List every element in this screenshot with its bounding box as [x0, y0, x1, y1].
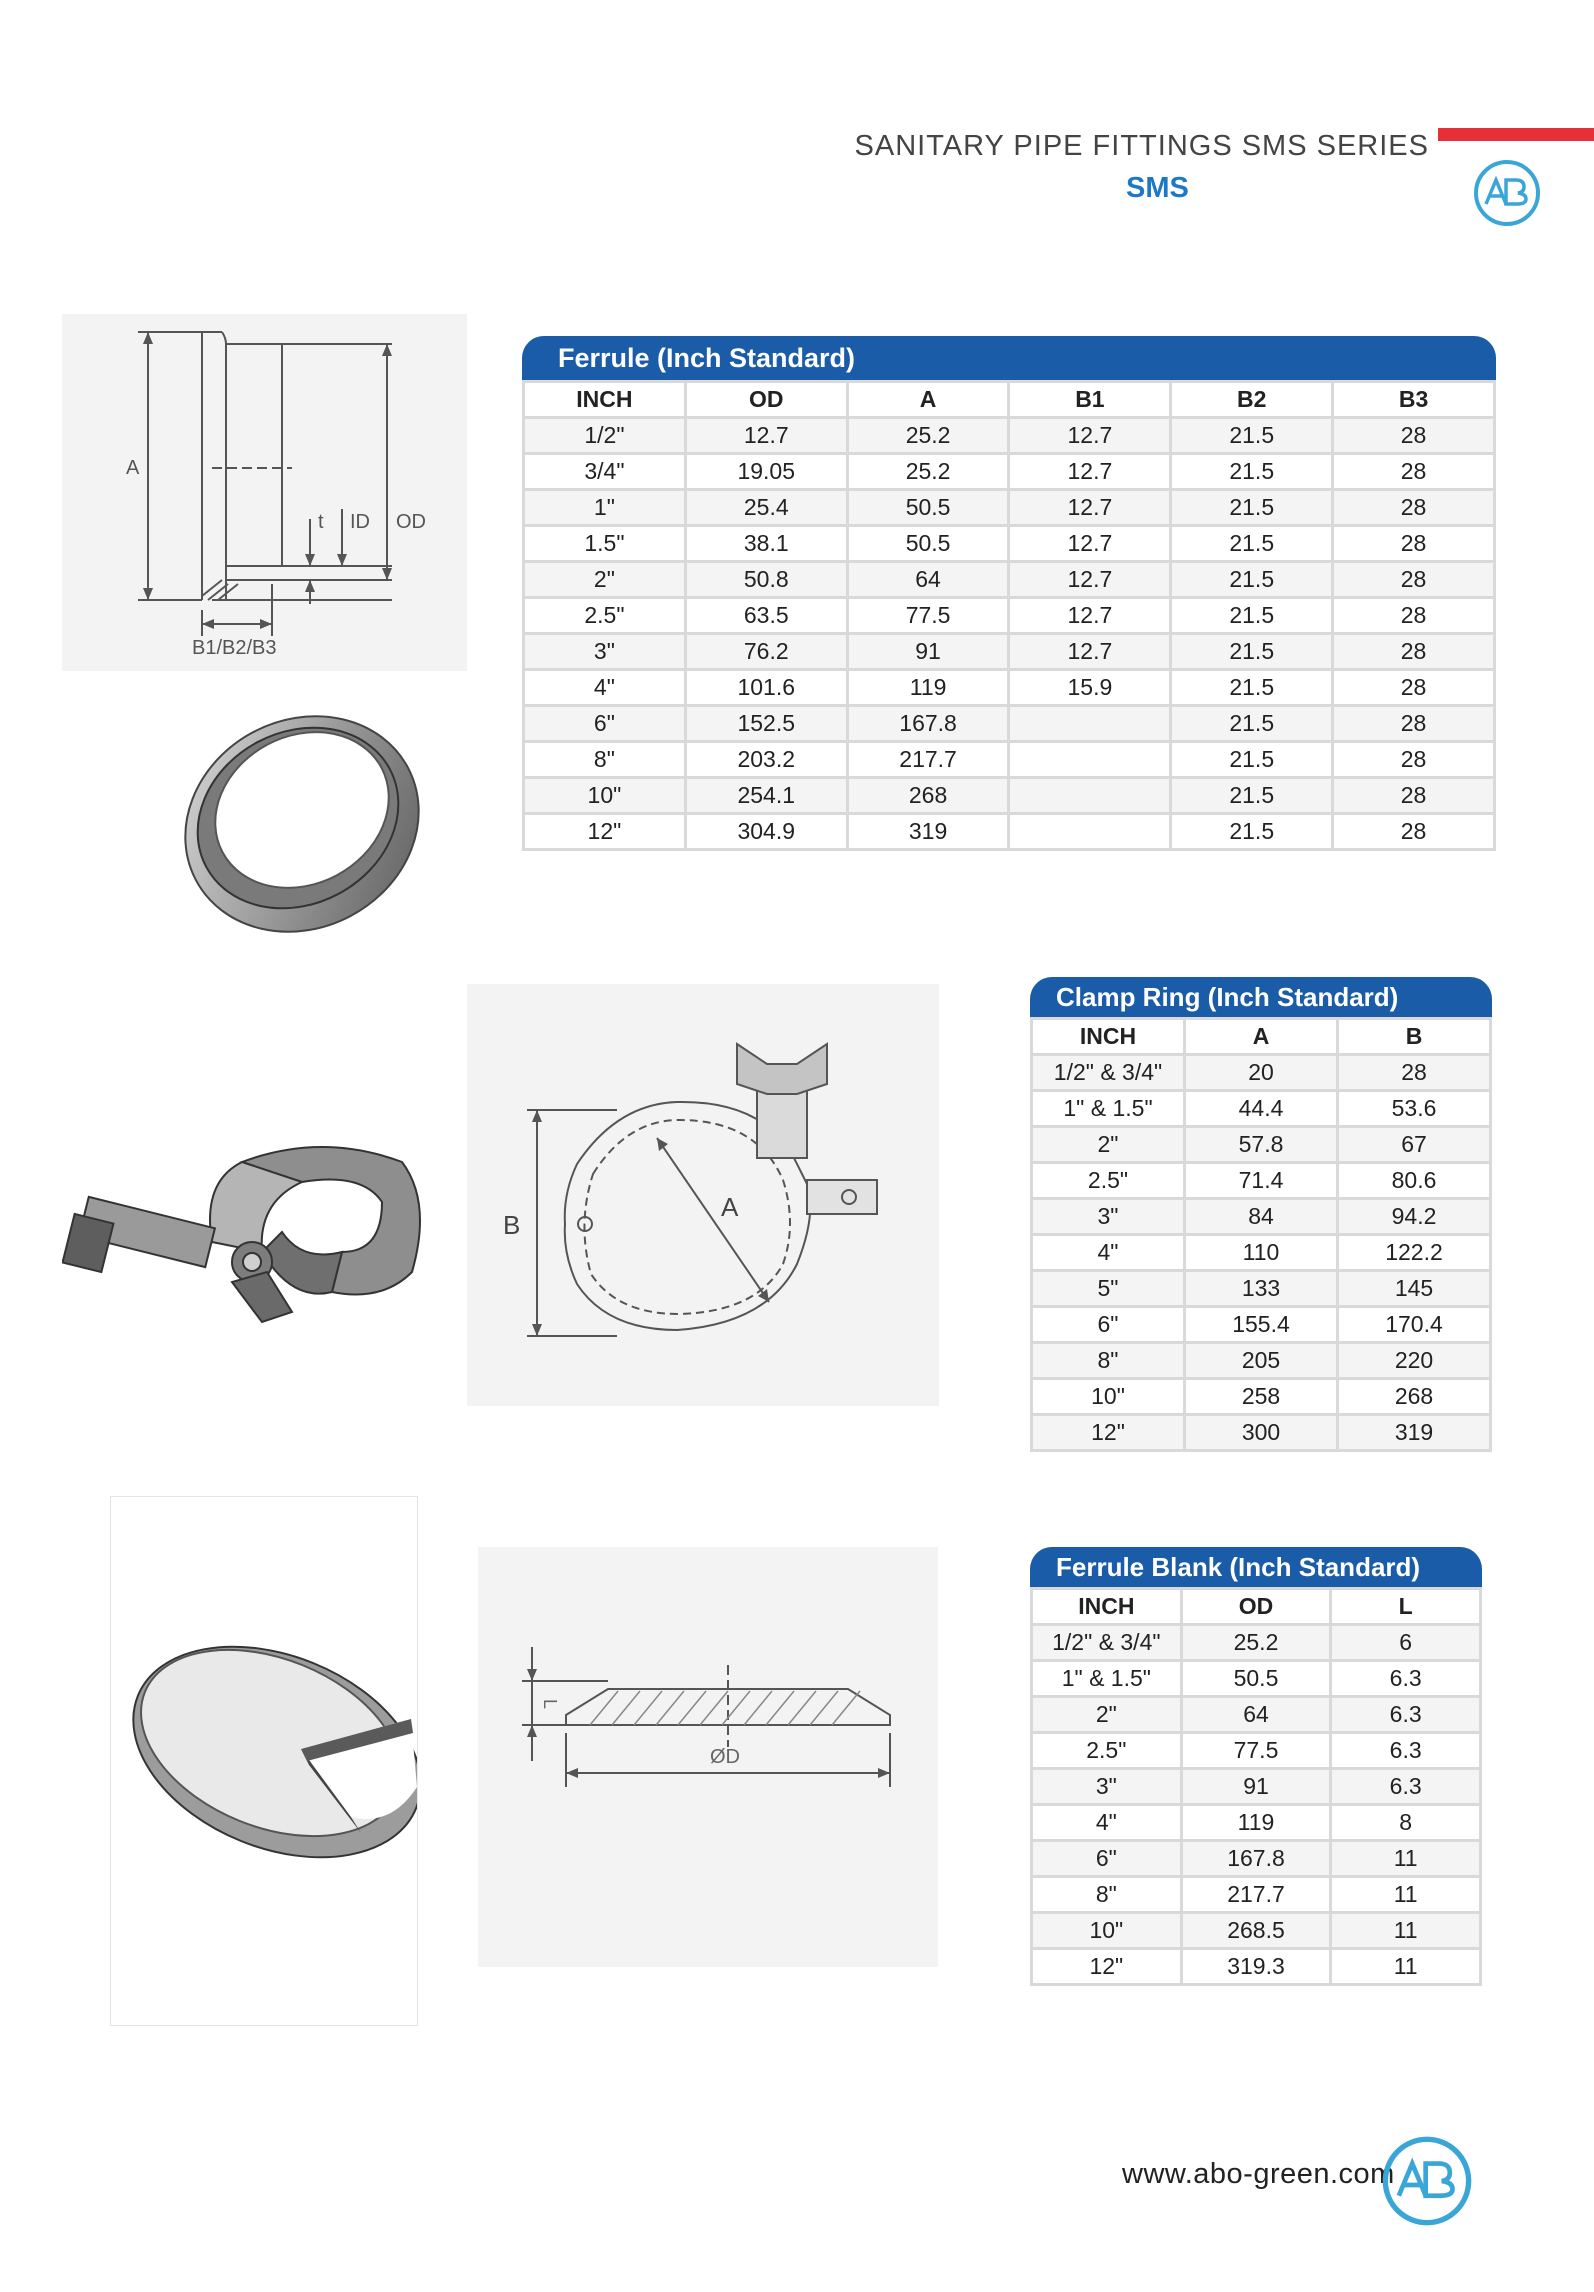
table-cell: 2": [1033, 1698, 1180, 1731]
ferrule-blank-image: [111, 1497, 417, 2025]
table-cell: 91: [1183, 1770, 1330, 1803]
table-row: [1033, 1200, 1489, 1233]
clamp-label-a: A: [721, 1192, 739, 1222]
table-cell: 6": [1033, 1308, 1183, 1341]
table-cell: 12.7: [687, 419, 846, 452]
column-header: INCH: [1033, 1590, 1180, 1623]
table-cell: 28: [1334, 419, 1493, 452]
table-cell: 152.5: [687, 707, 846, 740]
table-cell: 6.3: [1332, 1662, 1479, 1695]
blank-table-title: Ferrule Blank (Inch Standard): [1030, 1547, 1482, 1587]
table-cell: 170.4: [1339, 1308, 1489, 1341]
clamp-dimension-drawing: [467, 984, 939, 1406]
table-cell: 21.5: [1172, 635, 1331, 668]
table-cell: 21.5: [1172, 563, 1331, 596]
table-cell: 319.3: [1183, 1950, 1330, 1983]
column-header: B3: [1334, 383, 1493, 416]
table-cell: 12.7: [1010, 599, 1169, 632]
table-cell: 8: [1332, 1806, 1479, 1839]
table-cell: 28: [1334, 671, 1493, 704]
table-row: [1033, 1806, 1479, 1839]
table-cell: 28: [1334, 455, 1493, 488]
table-row: [1033, 1662, 1479, 1695]
table-cell: 53.6: [1339, 1092, 1489, 1125]
table-cell: 12.7: [1010, 563, 1169, 596]
table-cell: 6": [1033, 1842, 1180, 1875]
table-cell: 57.8: [1186, 1128, 1336, 1161]
table-cell: 28: [1339, 1056, 1489, 1089]
table-cell: 10": [1033, 1380, 1183, 1413]
clamp-table-title: Clamp Ring (Inch Standard): [1030, 977, 1492, 1017]
table-cell: 10": [1033, 1914, 1180, 1947]
table-cell: 10": [525, 779, 684, 812]
table-cell: 64: [1183, 1698, 1330, 1731]
blank-spec-table: [1030, 1587, 1482, 1986]
blank-drawing-panel: [478, 1547, 938, 1967]
table-cell: 6.3: [1332, 1770, 1479, 1803]
table-cell: 155.4: [1186, 1308, 1336, 1341]
table-cell: 21.5: [1172, 815, 1331, 848]
table-cell: 220: [1339, 1344, 1489, 1377]
label-id: ID: [350, 511, 370, 533]
table-cell: 12": [525, 815, 684, 848]
ferrule-spec-table: [522, 380, 1496, 851]
table-cell: 205: [1186, 1344, 1336, 1377]
footer-url: www.abo-green.com: [1122, 2158, 1395, 2190]
table-header-row: [525, 383, 1493, 416]
table-cell: [1010, 743, 1169, 776]
table-cell: 28: [1334, 707, 1493, 740]
table-cell: 5": [1033, 1272, 1183, 1305]
table-cell: 19.05: [687, 455, 846, 488]
table-row: [525, 599, 1493, 632]
table-cell: 1" & 1.5": [1033, 1662, 1180, 1695]
table-cell: 3": [1033, 1200, 1183, 1233]
ferrule-ring-image: [170, 700, 430, 940]
table-cell: 94.2: [1339, 1200, 1489, 1233]
column-header: INCH: [1033, 1020, 1183, 1053]
table-cell: 122.2: [1339, 1236, 1489, 1269]
table-cell: 28: [1334, 527, 1493, 560]
table-cell: 1.5": [525, 527, 684, 560]
table-row: [1033, 1380, 1489, 1413]
table-row: [1033, 1626, 1479, 1659]
table-row: [1033, 1734, 1479, 1767]
ferrule-table-title: Ferrule (Inch Standard): [522, 336, 1496, 380]
table-cell: 11: [1332, 1950, 1479, 1983]
table-cell: 50.5: [849, 527, 1008, 560]
table-row: [525, 743, 1493, 776]
footer-abo-logo-icon: [1380, 2134, 1474, 2228]
table-cell: 4": [525, 671, 684, 704]
table-cell: 50.5: [1183, 1662, 1330, 1695]
table-cell: 6: [1332, 1626, 1479, 1659]
table-cell: 25.4: [687, 491, 846, 524]
table-cell: 76.2: [687, 635, 846, 668]
table-row: [1033, 1770, 1479, 1803]
table-row: [1033, 1344, 1489, 1377]
table-row: [525, 671, 1493, 704]
table-cell: 20: [1186, 1056, 1336, 1089]
table-row: [1033, 1308, 1489, 1341]
table-cell: 50.5: [849, 491, 1008, 524]
table-cell: 67: [1339, 1128, 1489, 1161]
table-row: [525, 779, 1493, 812]
label-t: t: [318, 511, 324, 533]
table-cell: [1010, 779, 1169, 812]
blank-label-od: ØD: [710, 1746, 740, 1768]
table-cell: 71.4: [1186, 1164, 1336, 1197]
table-cell: 6": [525, 707, 684, 740]
table-cell: 110: [1186, 1236, 1336, 1269]
table-cell: 319: [849, 815, 1008, 848]
column-header: OD: [687, 383, 846, 416]
table-cell: 12.7: [1010, 455, 1169, 488]
table-cell: 319: [1339, 1416, 1489, 1449]
label-a: A: [126, 457, 140, 479]
page-subtitle: SMS: [1126, 172, 1189, 204]
column-header: A: [849, 383, 1008, 416]
table-cell: 145: [1339, 1272, 1489, 1305]
table-cell: 28: [1334, 635, 1493, 668]
table-cell: 11: [1332, 1842, 1479, 1875]
table-row: [525, 491, 1493, 524]
abo-logo-icon: [1472, 158, 1542, 228]
table-header-row: [1033, 1020, 1489, 1053]
table-cell: 4": [1033, 1806, 1180, 1839]
table-row: [1033, 1698, 1479, 1731]
table-cell: 21.5: [1172, 419, 1331, 452]
table-cell: 64: [849, 563, 1008, 596]
header-accent-bar: [1438, 128, 1594, 141]
table-cell: 21.5: [1172, 599, 1331, 632]
table-cell: 167.8: [1183, 1842, 1330, 1875]
table-header-row: [1033, 1590, 1479, 1623]
table-cell: 12.7: [1010, 419, 1169, 452]
column-header: INCH: [525, 383, 684, 416]
table-cell: 21.5: [1172, 779, 1331, 812]
table-cell: 28: [1334, 779, 1493, 812]
table-cell: 203.2: [687, 743, 846, 776]
table-row: [525, 815, 1493, 848]
ferrule-dimension-drawing: [62, 314, 467, 671]
table-cell: 21.5: [1172, 491, 1331, 524]
clamp-table: [1030, 977, 1492, 1452]
table-cell: 2.5": [1033, 1734, 1180, 1767]
table-cell: 268.5: [1183, 1914, 1330, 1947]
table-cell: 28: [1334, 743, 1493, 776]
table-cell: 167.8: [849, 707, 1008, 740]
table-cell: 4": [1033, 1236, 1183, 1269]
table-cell: 12.7: [1010, 491, 1169, 524]
table-cell: 50.8: [687, 563, 846, 596]
table-cell: [1010, 815, 1169, 848]
table-cell: 63.5: [687, 599, 846, 632]
table-cell: 8": [1033, 1878, 1180, 1911]
table-cell: 8": [525, 743, 684, 776]
column-header: B: [1339, 1020, 1489, 1053]
label-b: B1/B2/B3: [192, 637, 277, 659]
table-cell: 77.5: [1183, 1734, 1330, 1767]
table-row: [525, 419, 1493, 452]
clamp-ring-image: [62, 1122, 432, 1352]
table-cell: 217.7: [1183, 1878, 1330, 1911]
table-cell: 119: [849, 671, 1008, 704]
table-row: [525, 527, 1493, 560]
table-cell: 21.5: [1172, 671, 1331, 704]
table-row: [525, 635, 1493, 668]
table-cell: [1010, 707, 1169, 740]
table-cell: 101.6: [687, 671, 846, 704]
blank-table: [1030, 1547, 1482, 1986]
table-cell: 119: [1183, 1806, 1330, 1839]
table-row: [1033, 1842, 1479, 1875]
blank-image-panel: [110, 1496, 418, 2026]
table-cell: 11: [1332, 1878, 1479, 1911]
table-cell: 12": [1033, 1950, 1180, 1983]
table-cell: 1": [525, 491, 684, 524]
table-cell: 300: [1186, 1416, 1336, 1449]
table-cell: 6.3: [1332, 1698, 1479, 1731]
table-cell: 2.5": [525, 599, 684, 632]
table-cell: 91: [849, 635, 1008, 668]
table-cell: 80.6: [1339, 1164, 1489, 1197]
table-cell: 217.7: [849, 743, 1008, 776]
table-row: [1033, 1128, 1489, 1161]
table-cell: 28: [1334, 815, 1493, 848]
table-cell: 21.5: [1172, 455, 1331, 488]
table-cell: 21.5: [1172, 743, 1331, 776]
column-header: OD: [1183, 1590, 1330, 1623]
column-header: A: [1186, 1020, 1336, 1053]
table-row: [525, 563, 1493, 596]
table-cell: 25.2: [849, 455, 1008, 488]
table-row: [1033, 1272, 1489, 1305]
table-cell: 25.2: [1183, 1626, 1330, 1659]
table-cell: 133: [1186, 1272, 1336, 1305]
table-cell: 3/4": [525, 455, 684, 488]
table-row: [1033, 1878, 1479, 1911]
table-cell: 1/2" & 3/4": [1033, 1626, 1180, 1659]
table-cell: 77.5: [849, 599, 1008, 632]
table-cell: 15.9: [1010, 671, 1169, 704]
table-row: [1033, 1950, 1479, 1983]
table-cell: 28: [1334, 563, 1493, 596]
table-cell: 268: [1339, 1380, 1489, 1413]
ferrule-table: [522, 336, 1496, 851]
table-cell: 268: [849, 779, 1008, 812]
table-cell: 1/2": [525, 419, 684, 452]
table-cell: 254.1: [687, 779, 846, 812]
table-cell: 12.7: [1010, 527, 1169, 560]
table-cell: 11: [1332, 1914, 1479, 1947]
table-cell: 3": [1033, 1770, 1180, 1803]
column-header: B1: [1010, 383, 1169, 416]
table-cell: 2": [1033, 1128, 1183, 1161]
table-cell: 3": [525, 635, 684, 668]
column-header: B2: [1172, 383, 1331, 416]
clamp-drawing-panel: [467, 984, 939, 1406]
label-od: OD: [396, 511, 426, 533]
table-row: [1033, 1914, 1479, 1947]
table-row: [1033, 1056, 1489, 1089]
table-cell: 6.3: [1332, 1734, 1479, 1767]
blank-dimension-drawing: [478, 1547, 938, 1967]
table-cell: 2.5": [1033, 1164, 1183, 1197]
table-cell: 1" & 1.5": [1033, 1092, 1183, 1125]
table-row: [1033, 1164, 1489, 1197]
clamp-label-b: B: [503, 1210, 521, 1240]
table-row: [1033, 1092, 1489, 1125]
table-cell: 44.4: [1186, 1092, 1336, 1125]
table-cell: 304.9: [687, 815, 846, 848]
table-row: [525, 455, 1493, 488]
clamp-spec-table: [1030, 1017, 1492, 1452]
table-cell: 21.5: [1172, 707, 1331, 740]
page-title: SANITARY PIPE FITTINGS SMS SERIES: [854, 130, 1429, 162]
table-cell: 8": [1033, 1344, 1183, 1377]
table-row: [525, 707, 1493, 740]
table-cell: 12": [1033, 1416, 1183, 1449]
table-cell: 84: [1186, 1200, 1336, 1233]
table-cell: 38.1: [687, 527, 846, 560]
table-cell: 1/2" & 3/4": [1033, 1056, 1183, 1089]
table-cell: 28: [1334, 599, 1493, 632]
ferrule-drawing-panel: [62, 314, 467, 671]
table-row: [1033, 1416, 1489, 1449]
table-cell: 258: [1186, 1380, 1336, 1413]
blank-label-l: L: [540, 1699, 560, 1710]
table-cell: 12.7: [1010, 635, 1169, 668]
table-cell: 2": [525, 563, 684, 596]
table-row: [1033, 1236, 1489, 1269]
table-cell: 28: [1334, 491, 1493, 524]
column-header: L: [1332, 1590, 1479, 1623]
table-cell: 21.5: [1172, 527, 1331, 560]
table-cell: 25.2: [849, 419, 1008, 452]
